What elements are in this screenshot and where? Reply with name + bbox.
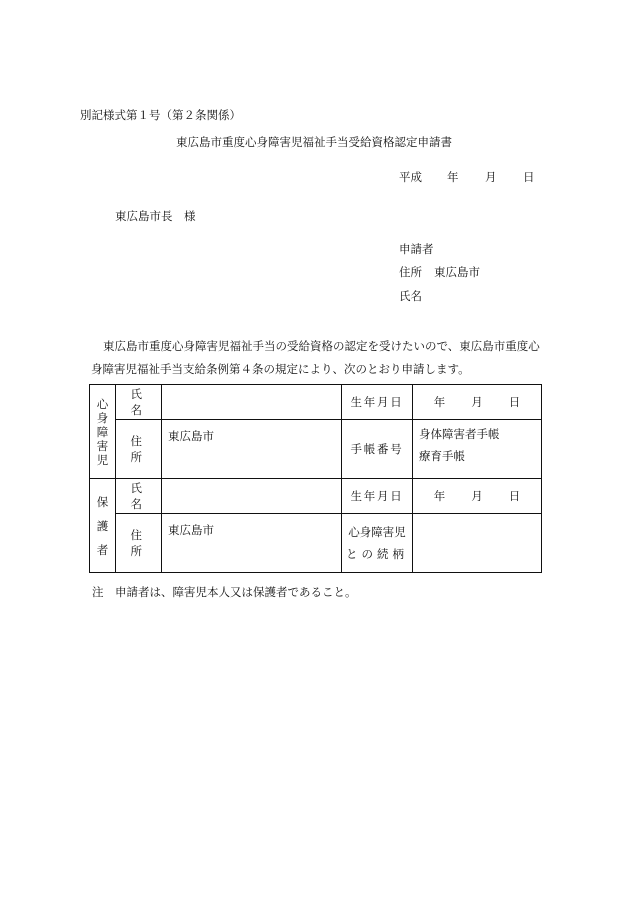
date-month: 月 bbox=[485, 170, 497, 184]
guardian-address-field[interactable]: 東広島市 bbox=[162, 514, 342, 573]
guardian-address-row bbox=[90, 514, 542, 573]
applicant-address-value: 東広島市 bbox=[434, 265, 480, 279]
footnote: 注 申請者は、障害児本人又は保護者であること。 bbox=[92, 585, 357, 599]
handbook-label: 手帳番号 bbox=[342, 420, 413, 479]
child-birth-label: 生年月日 bbox=[342, 385, 413, 420]
addressee: 東広島市長 様 bbox=[115, 209, 196, 223]
child-name-field[interactable] bbox=[162, 385, 342, 420]
guardian-name-row bbox=[90, 479, 542, 514]
handbook-field[interactable] bbox=[413, 420, 542, 479]
guardian-birth-label: 生年月日 bbox=[342, 479, 413, 514]
relation-field[interactable] bbox=[413, 514, 542, 573]
relation-label: 心身障害児 との続柄 bbox=[342, 514, 413, 573]
guardian-birth-field[interactable]: 年 月 日 bbox=[413, 479, 542, 514]
guardian-address-label: 住所 bbox=[116, 514, 162, 573]
application-date bbox=[399, 169, 535, 185]
date-year: 年 bbox=[447, 170, 459, 184]
guardian-name-field[interactable] bbox=[162, 479, 342, 514]
child-address-field[interactable]: 東広島市 bbox=[162, 420, 342, 479]
applicant-label: 申請者 bbox=[399, 242, 434, 256]
applicant-address bbox=[399, 264, 480, 280]
date-era: 平成 bbox=[399, 170, 422, 184]
handbook-option-rehabilitation: 療育手帳 bbox=[419, 449, 465, 463]
child-group-label: 心 身 障 害 児 bbox=[90, 385, 116, 479]
applicant-name-label: 氏名 bbox=[399, 289, 422, 303]
request-statement-line2: 身障害児福祉手当支給条例第４条の規定により、次のとおり申請します。 bbox=[91, 362, 470, 376]
guardian-name-label: 氏名 bbox=[116, 479, 162, 514]
guardian-group-label: 保 護 者 bbox=[90, 479, 116, 573]
child-name-row bbox=[90, 385, 542, 420]
applicant-address-label: 住所 bbox=[399, 265, 422, 279]
child-name-label: 氏名 bbox=[116, 385, 162, 420]
child-birth-field[interactable]: 年 月 日 bbox=[413, 385, 542, 420]
handbook-option-physical: 身体障害者手帳 bbox=[419, 427, 500, 441]
date-day: 日 bbox=[523, 170, 535, 184]
form-number: 別記様式第１号（第２条関係） bbox=[80, 108, 241, 122]
application-table bbox=[89, 384, 542, 573]
child-address-label: 住所 bbox=[116, 420, 162, 479]
document-title: 東広島市重度心身障害児福祉手当受給資格認定申請書 bbox=[176, 135, 452, 149]
child-address-row bbox=[90, 420, 542, 479]
request-statement-line1: 東広島市重度心身障害児福祉手当の受給資格の認定を受けたいので、東広島市重度心 bbox=[103, 339, 540, 353]
request-statement bbox=[91, 335, 561, 381]
